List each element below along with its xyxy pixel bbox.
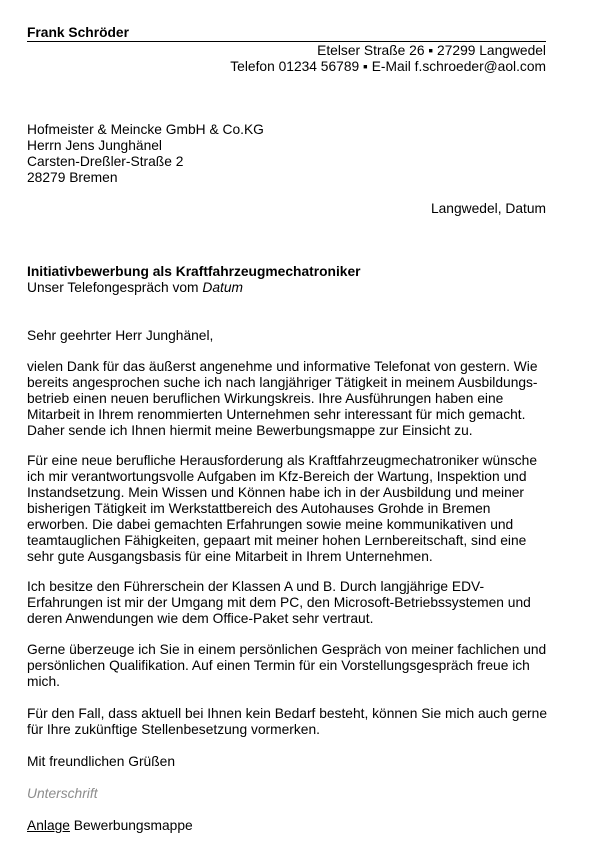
paragraph — [27, 579, 552, 627]
paragraph-line: Für den Fall, dass aktuell bei Ihnen kein Bedarf besteht, können Sie mich auch gerne — [27, 706, 547, 721]
paragraph-line: ich mir verantwortungsvolle Aufgaben im Kfz-Bereich der Wartung, Inspektion und — [27, 469, 527, 484]
paragraph-line: Für eine neue berufliche Herausforderung als Kraftfahrzeugmechatroniker wünsche — [27, 453, 537, 468]
paragraph-line: sehr gute Ausgangsbasis für eine Mitarbeit in Ihrem Unternehmen. — [27, 549, 433, 564]
paragraph — [27, 453, 552, 565]
enclosure — [27, 818, 193, 834]
enclosure-text: Bewerbungsmappe — [69, 818, 193, 833]
paragraph-line: teamtauglichen Fähigkeiten, gepaart mit meiner hohen Lernbereitschaft, sind eine — [27, 533, 527, 548]
enclosure-label: Anlage — [27, 818, 70, 833]
subject-reference-prefix: Unser Telefongespräch vom — [27, 280, 203, 295]
paragraph-line: bereits angesprochen suche ich nach langjähriger Tätigkeit in meinem Ausbildungs- — [27, 375, 538, 390]
recipient-company: Hofmeister & Meincke GmbH & Co.KG — [27, 122, 264, 137]
subject-reference — [27, 280, 243, 296]
recipient-city: 28279 Bremen — [27, 170, 118, 185]
closing: Mit freundlichen Grüßen — [27, 754, 175, 769]
paragraph-line: bisherigen Tätigkeit im Werkstattbereich des Autohauses Grohde in Bremen — [27, 501, 491, 516]
paragraph-line: Gerne überzeuge ich Sie in einem persönlichen Gespräch von meiner fachlichen und — [27, 642, 547, 657]
signature-placeholder: Unterschrift — [27, 786, 98, 801]
paragraph — [27, 642, 552, 690]
subject-reference-date: Datum — [202, 280, 244, 295]
recipient-person: Herrn Jens Junghänel — [27, 138, 162, 153]
sender-address: Etelser Straße 26 ▪ 27299 Langwedel — [317, 43, 546, 58]
paragraph-line: erworben. Die dabei gemachten Erfahrungen sowie meine kommunikativen und — [27, 517, 514, 532]
paragraph — [27, 706, 552, 738]
paragraph-line: Instandsetzung. Mein Wissen und Können habe ich in der Ausbildung und meiner — [27, 485, 525, 500]
paragraph-line: deren Anwendungen wie dem Office-Paket sehr vertraut. — [27, 611, 374, 626]
header-rule — [27, 41, 546, 42]
sender-contact: Telefon 01234 56789 ▪ E-Mail f.schroeder@aol.com — [230, 59, 546, 74]
sender-name: Frank Schröder — [27, 25, 129, 40]
paragraph-line: persönlichen Qualifikation. Auf einen Termin für ein Vorstellungsgespräch freue ich — [27, 658, 530, 673]
place-date: Langwedel, Datum — [430, 201, 546, 216]
paragraph-line: Daher sende ich Ihnen hiermit meine Bewerbungsmappe zur Einsicht zu. — [27, 423, 473, 438]
paragraph-line: Erfahrungen ist mir der Umgang mit dem PC, den Microsoft-Betriebssystemen und — [27, 595, 531, 610]
paragraph-line: Mitarbeit in Ihrem renommierten Unternehmen sehr interessant für mich gemacht. — [27, 407, 526, 422]
recipient-street: Carsten-Dreßler-Straße 2 — [27, 154, 184, 169]
salutation: Sehr geehrter Herr Junghänel, — [27, 328, 214, 343]
paragraph-line: betrieb einen neuen beruflichen Wirkungskreis. Ihre Ausführungen haben eine — [27, 391, 504, 406]
paragraph-line: vielen Dank für das äußerst angenehme und informative Telefonat von gestern. Wie — [27, 359, 538, 374]
subject-title: Initiativbewerbung als Kraftfahrzeugmechatroniker — [27, 264, 361, 279]
paragraph-line: für Ihre zukünftige Stellenbesetzung vormerken. — [27, 722, 320, 737]
paragraph-line: Ich besitze den Führerschein der Klassen A und B. Durch langjährige EDV- — [27, 579, 485, 594]
paragraph — [27, 359, 552, 439]
paragraph-line: mich. — [27, 674, 60, 689]
